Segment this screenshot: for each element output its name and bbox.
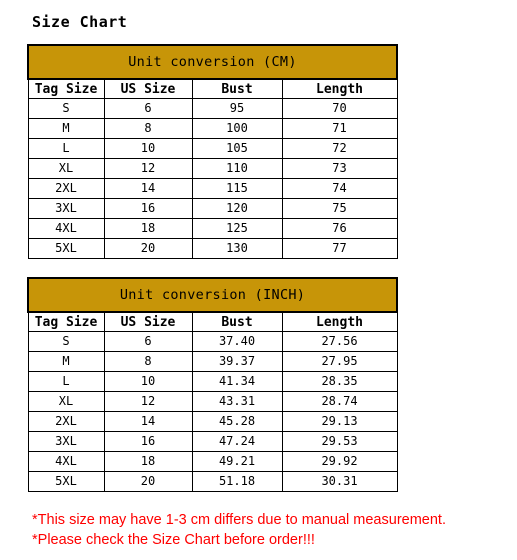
table-cell: 29.92 (282, 452, 397, 472)
table-cell: S (28, 99, 104, 119)
table-cell: 47.24 (192, 432, 282, 452)
page-title: Size Chart (32, 13, 128, 31)
table-row (28, 239, 397, 259)
table-cell: 27.95 (282, 352, 397, 372)
table-cell: 30.31 (282, 472, 397, 492)
table-cell: 49.21 (192, 452, 282, 472)
table-cell: 74 (282, 179, 397, 199)
table-cell: 29.53 (282, 432, 397, 452)
table-cell: 12 (104, 159, 192, 179)
table-cell: 41.34 (192, 372, 282, 392)
column-header: US Size (104, 312, 192, 332)
column-header: US Size (104, 79, 192, 99)
table-cell: 75 (282, 199, 397, 219)
table-cell: XL (28, 159, 104, 179)
table-cell: 105 (192, 139, 282, 159)
table-cell: 4XL (28, 219, 104, 239)
table-cell: 2XL (28, 179, 104, 199)
table-cell: 16 (104, 199, 192, 219)
table-cell: 14 (104, 179, 192, 199)
table-cell: 43.31 (192, 392, 282, 412)
table-cell: 77 (282, 239, 397, 259)
table-body (28, 332, 397, 492)
table-cell: 29.13 (282, 412, 397, 432)
inch-size-table (27, 277, 398, 492)
table-cell: 39.37 (192, 352, 282, 372)
table-row (28, 412, 397, 432)
table-cell: 3XL (28, 199, 104, 219)
column-header: Bust (192, 79, 282, 99)
table-cell: 115 (192, 179, 282, 199)
column-header: Bust (192, 312, 282, 332)
table-cell: L (28, 139, 104, 159)
table-cell: 125 (192, 219, 282, 239)
table-row (28, 352, 397, 372)
table-cell: 28.74 (282, 392, 397, 412)
table-row (28, 179, 397, 199)
table-cell: S (28, 332, 104, 352)
table-row (28, 119, 397, 139)
table-row (28, 139, 397, 159)
table-cell: M (28, 119, 104, 139)
table-row (28, 472, 397, 492)
table-cell: XL (28, 392, 104, 412)
table-cell: 10 (104, 139, 192, 159)
cm-size-table (27, 44, 398, 259)
table-row (28, 372, 397, 392)
table-cell: M (28, 352, 104, 372)
table-cell: 27.56 (282, 332, 397, 352)
table-cell: 20 (104, 472, 192, 492)
table-cell: 4XL (28, 452, 104, 472)
table-row (28, 432, 397, 452)
table-cell: L (28, 372, 104, 392)
table-cell: 18 (104, 452, 192, 472)
table-cell: 20 (104, 239, 192, 259)
table-cell: 28.35 (282, 372, 397, 392)
table-cell: 51.18 (192, 472, 282, 492)
table-cell: 5XL (28, 472, 104, 492)
table-cell: 120 (192, 199, 282, 219)
table-banner: Unit conversion (INCH) (28, 278, 397, 312)
table-cell: 71 (282, 119, 397, 139)
table-cell: 110 (192, 159, 282, 179)
table-row (28, 159, 397, 179)
table-row (28, 392, 397, 412)
column-header: Tag Size (28, 79, 104, 99)
table-cell: 12 (104, 392, 192, 412)
table-cell: 100 (192, 119, 282, 139)
table-cell: 16 (104, 432, 192, 452)
column-header: Tag Size (28, 312, 104, 332)
table-row (28, 99, 397, 119)
table-cell: 73 (282, 159, 397, 179)
table-cell: 95 (192, 99, 282, 119)
table-cell: 45.28 (192, 412, 282, 432)
table-cell: 10 (104, 372, 192, 392)
table-cell: 3XL (28, 432, 104, 452)
header-row (28, 79, 397, 99)
table-cell: 70 (282, 99, 397, 119)
table-cell: 76 (282, 219, 397, 239)
column-header: Length (282, 79, 397, 99)
table-cell: 130 (192, 239, 282, 259)
table-cell: 37.40 (192, 332, 282, 352)
table-cell: 14 (104, 412, 192, 432)
table-cell: 18 (104, 219, 192, 239)
table-banner: Unit conversion (CM) (28, 45, 397, 79)
table-row (28, 219, 397, 239)
table-row (28, 332, 397, 352)
table-row (28, 452, 397, 472)
measurement-note: *This size may have 1-3 cm differs due to manual measurement. (32, 512, 446, 528)
table-cell: 5XL (28, 239, 104, 259)
table-body (28, 99, 397, 259)
table-cell: 2XL (28, 412, 104, 432)
table-cell: 8 (104, 352, 192, 372)
table-cell: 8 (104, 119, 192, 139)
table-cell: 72 (282, 139, 397, 159)
column-header: Length (282, 312, 397, 332)
check-chart-note: *Please check the Size Chart before order!!! (32, 532, 315, 548)
table-cell: 6 (104, 332, 192, 352)
table-cell: 6 (104, 99, 192, 119)
table-row (28, 199, 397, 219)
header-row (28, 312, 397, 332)
